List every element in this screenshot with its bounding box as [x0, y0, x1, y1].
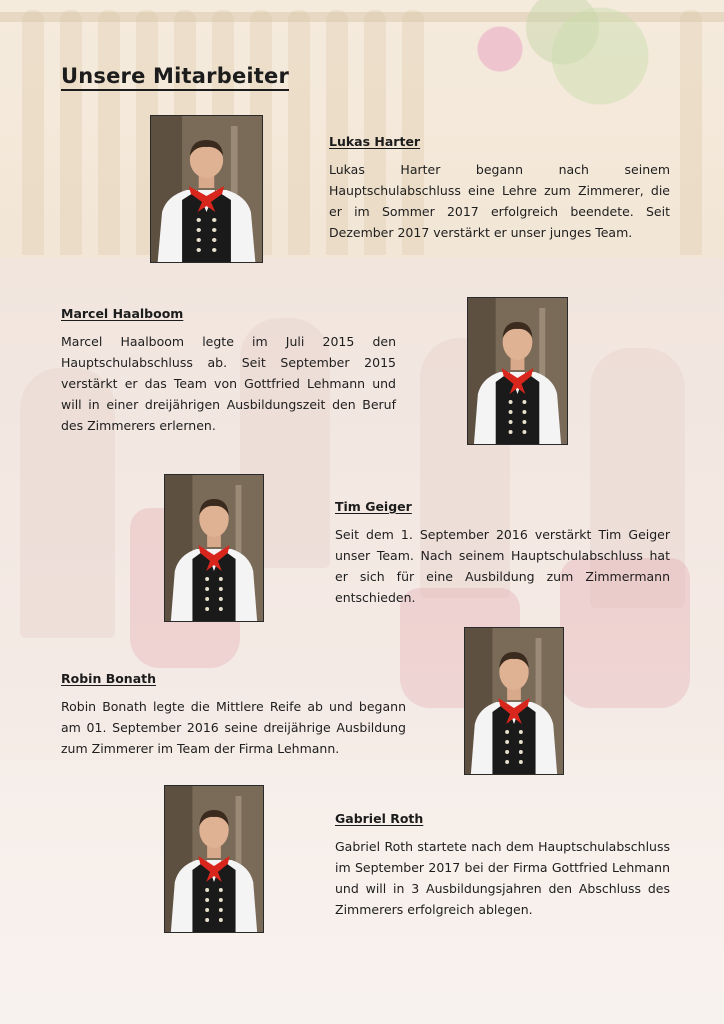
- page-title: Unsere Mitarbeiter: [61, 64, 289, 91]
- person-portrait-icon: [464, 627, 564, 775]
- person-portrait-icon: [164, 785, 264, 933]
- employee-bio: Marcel Haalboom legte im Juli 2015 den Hauptschulabschluss ab. Seit September 2015 verstärkt er das Team von Gottfried Lehmann und will in einer dreijährigen Ausbildungszeit den Beruf des Zimmerers erlernen.: [61, 334, 396, 433]
- employee-bio: Gabriel Roth startete nach dem Hauptschulabschluss im September 2017 bei der Firma Gottfried Lehmann und will in 3 Ausbildungsjahren den Abschluss des Zimmerers erfolgreich ablegen.: [335, 839, 670, 917]
- employee-bio: Seit dem 1. September 2016 verstärkt Tim Geiger unser Team. Nach seinem Hauptschulabschluss hat er sich für eine Ausbildung zum Zimmermann entschieden.: [335, 527, 670, 605]
- employee-bio: Lukas Harter begann nach seinem Hauptschulabschluss eine Lehre zum Zimmerer, die er im Sommer 2017 erfolgreich beendete. Seit Dezember 2017 verstärkt er unser junges Team.: [329, 162, 670, 240]
- employee-name: Robin Bonath: [61, 671, 157, 686]
- person-portrait-icon: [150, 115, 263, 263]
- person-portrait-icon: [467, 297, 568, 445]
- employee-name: Marcel Haalboom: [61, 306, 184, 321]
- employee-bio: Robin Bonath legte die Mittlere Reife ab und begann am 01. September 2016 seine dreijährige Ausbildung zum Zimmerer im Team der Firma Lehmann.: [61, 699, 406, 756]
- employee-name: Gabriel Roth: [335, 811, 424, 826]
- employee-name: Tim Geiger: [335, 499, 412, 514]
- employee-name: Lukas Harter: [329, 134, 421, 149]
- person-portrait-icon: [164, 474, 264, 622]
